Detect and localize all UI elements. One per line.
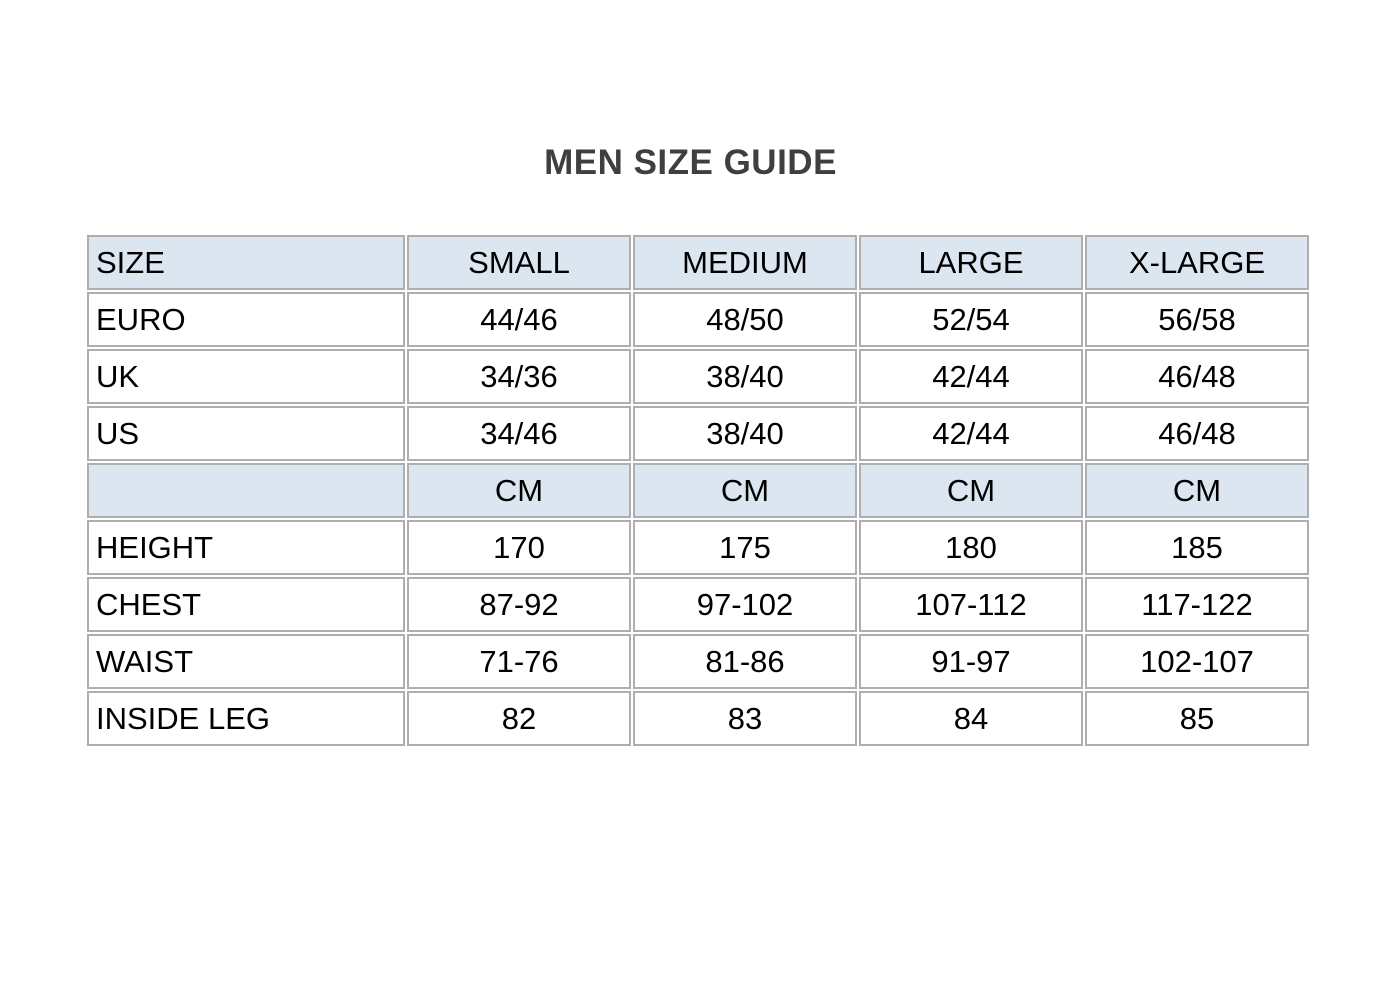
value-cell: 175: [633, 520, 857, 575]
table-row: [87, 691, 1309, 746]
column-header-medium: MEDIUM: [633, 235, 857, 290]
column-header-size: SIZE: [87, 235, 405, 290]
column-header-small: SMALL: [407, 235, 631, 290]
table-row: [87, 463, 1309, 518]
row-label-cell: CHEST: [87, 577, 405, 632]
value-cell: 84: [859, 691, 1083, 746]
value-cell: CM: [633, 463, 857, 518]
value-cell: 71-76: [407, 634, 631, 689]
value-cell: 46/48: [1085, 406, 1309, 461]
value-cell: 52/54: [859, 292, 1083, 347]
value-cell: 91-97: [859, 634, 1083, 689]
row-label-cell: HEIGHT: [87, 520, 405, 575]
value-cell: CM: [1085, 463, 1309, 518]
value-cell: 46/48: [1085, 349, 1309, 404]
value-cell: 107-112: [859, 577, 1083, 632]
value-cell: 85: [1085, 691, 1309, 746]
column-header-large: LARGE: [859, 235, 1083, 290]
table-row: [87, 292, 1309, 347]
value-cell: 97-102: [633, 577, 857, 632]
value-cell: 34/46: [407, 406, 631, 461]
value-cell: 81-86: [633, 634, 857, 689]
row-label-cell: EURO: [87, 292, 405, 347]
value-cell: 170: [407, 520, 631, 575]
table-row: [87, 349, 1309, 404]
value-cell: 38/40: [633, 349, 857, 404]
value-cell: 48/50: [633, 292, 857, 347]
row-label-cell: UK: [87, 349, 405, 404]
table-body: [87, 292, 1309, 746]
value-cell: CM: [407, 463, 631, 518]
value-cell: 185: [1085, 520, 1309, 575]
value-cell: 42/44: [859, 349, 1083, 404]
value-cell: 180: [859, 520, 1083, 575]
value-cell: 82: [407, 691, 631, 746]
row-label-cell: US: [87, 406, 405, 461]
value-cell: 38/40: [633, 406, 857, 461]
table-row: [87, 406, 1309, 461]
value-cell: 34/36: [407, 349, 631, 404]
table-header-row: [87, 235, 1309, 290]
row-label-cell: WAIST: [87, 634, 405, 689]
value-cell: 102-107: [1085, 634, 1309, 689]
column-header-xlarge: X-LARGE: [1085, 235, 1309, 290]
row-label-cell: INSIDE LEG: [87, 691, 405, 746]
value-cell: 117-122: [1085, 577, 1309, 632]
value-cell: 56/58: [1085, 292, 1309, 347]
table-row: [87, 520, 1309, 575]
table-row: [87, 634, 1309, 689]
page-title: MEN SIZE GUIDE: [544, 143, 837, 182]
value-cell: 87-92: [407, 577, 631, 632]
value-cell: CM: [859, 463, 1083, 518]
value-cell: 42/44: [859, 406, 1083, 461]
row-label-cell: [87, 463, 405, 518]
size-guide-table: [85, 233, 1311, 748]
table-row: [87, 577, 1309, 632]
value-cell: 83: [633, 691, 857, 746]
value-cell: 44/46: [407, 292, 631, 347]
